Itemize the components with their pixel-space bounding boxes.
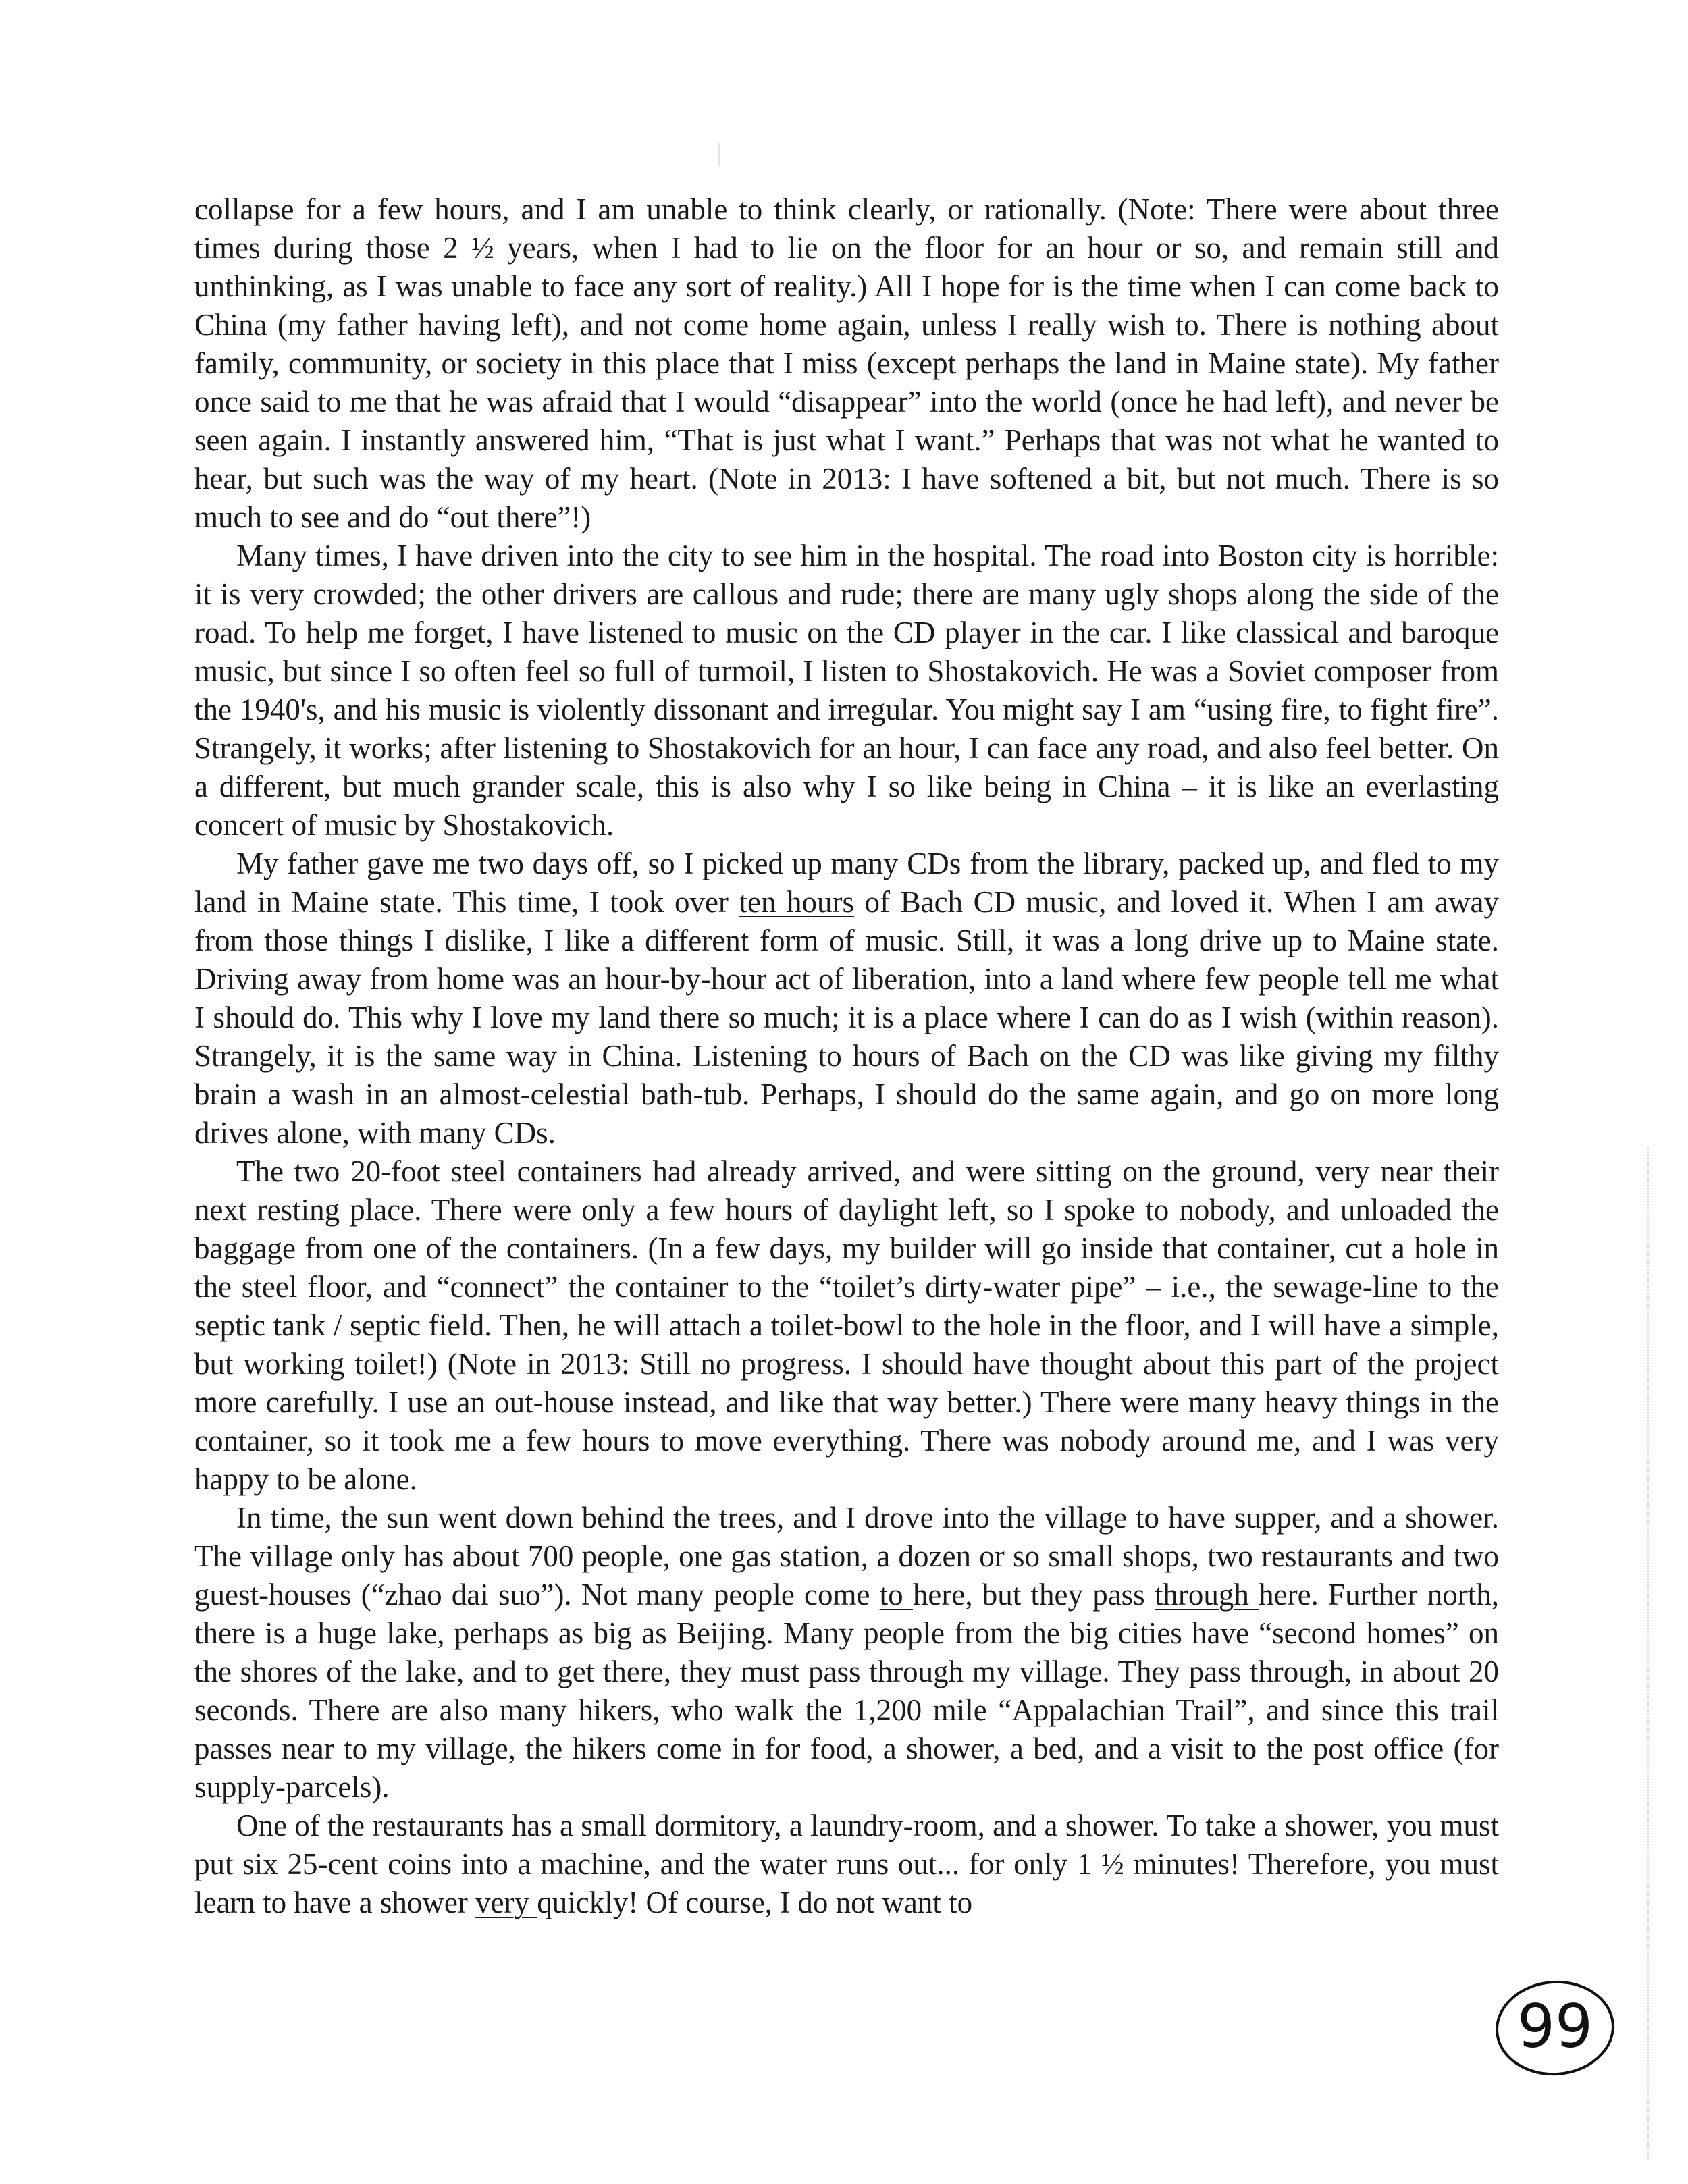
underlined-text: to xyxy=(879,1578,913,1612)
paragraph xyxy=(194,537,1499,845)
scan-edge-artifact xyxy=(1647,1148,1650,2160)
text-run: Many times, I have driven into the city to see him in the hospital. The road into Boston city is horrible: it is very crowded; the other drivers are callous and rude; there are many ugly shops along the side of the road. To help me forget, I have listened to music on the CD player in the car. I like classical and baroque music, but since I so often feel so full of turmoil, I listen to Shostakovich. He was a Soviet composer from the 1940's, and his music is violently dissonant and irregular. You might say I am “using fire, to fight fire”. Strangely, it works; after listening to Shostakovich for an hour, I can face any road, and also feel better. On a different, but much grander scale, this is also why I so like being in China – it is like an everlasting concert of music by Shostakovich. xyxy=(194,539,1499,842)
text-run: My father gave me two days off, so I picked up many CDs from the library, packed up, and fled to my land in Maine state. This time, I took over xyxy=(194,847,1499,919)
paragraph xyxy=(194,1807,1499,1922)
text-run: One of the restaurants has a small dormitory, a laundry-room, and a shower. To take a shower, you must put six 25-cent coins into a machine, and the water runs out... for only 1 ½ minutes! Therefore, you must learn to have a shower xyxy=(194,1809,1499,1919)
text-run: here. Further north, there is a huge lake, perhaps as big as Beijing. Many people from the big cities have “second homes” on the shores of the lake, and to get there, they must pass through my village. They pass through, in about 20 seconds. There are also many hikers, who walk the 1,200 mile “Appalachian Trail”, and since this trail passes near to my village, the hikers come in for food, a shower, a bed, and a visit to the post office (for supply-parcels). xyxy=(194,1578,1499,1804)
paragraph xyxy=(194,1152,1499,1499)
underlined-text: very xyxy=(475,1886,537,1919)
text-run: collapse for a few hours, and I am unable to think clearly, or rationally. (Note: There were about three times during those 2 ½ years, when I had to lie on the floor for an hour or so, and remain still and unthinking, as I was unable to face any sort of reality.) All I hope for is the time when I can come back to China (my father having left), and not come home again, unless I really wish to. There is nothing about family, community, or society in this place that I miss (except perhaps the land in Maine state). My father once said to me that he was afraid that I would “disappear” into the world (once he had left), and never be seen again. I instantly answered him, “That is just what I want.” Perhaps that was not what he wanted to hear, but such was the way of my heart. (Note in 2013: I have softened a bit, but not much. There is so much to see and do “out there”!) xyxy=(194,192,1499,534)
handwritten-page-number-circle xyxy=(1492,1977,1618,2079)
underlined-text: through xyxy=(1154,1578,1259,1612)
paragraph xyxy=(194,1499,1499,1807)
text-run: The two 20-foot steel containers had already arrived, and were sitting on the ground, very near their next resting place. There were only a few hours of daylight left, so I spoke to nobody, and unloaded the baggage from one of the containers. (In a few days, my builder will go inside that container, cut a hole in the steel floor, and “connect” the container to the “toilet’s dirty-water pipe” – i.e., the sewage-line to the septic tank / septic field. Then, he will attach a toilet-bowl to the hole in the floor, and I will have a simple, but working toilet!) (Note in 2013: Still no progress. I should have thought about this part of the project more carefully. I use an out-house instead, and like that way better.) There were many heavy things in the container, so it took me a few hours to move everything. There was nobody around me, and I was very happy to be alone. xyxy=(194,1154,1499,1496)
text-run: quickly! Of course, I do not want to xyxy=(537,1886,973,1919)
paragraph xyxy=(194,190,1499,537)
body-text xyxy=(194,190,1499,1922)
page-number: 99 xyxy=(1517,1992,1593,2061)
text-run: In time, the sun went down behind the trees, and I drove into the village to have supper, and a shower. The village only has about 700 people, one gas station, a dozen or so small shops, two restaurants and two guest-houses (“zhao dai suo”). Not many people come xyxy=(194,1501,1499,1612)
text-run: here, but they pass xyxy=(912,1578,1155,1612)
text-run: of Bach CD music, and loved it. When I am away from those things I dislike, I like a different form of music. Still, it was a long drive up to Maine state. Driving away from home was an hour-by-hour act of liberation, into a land where few people tell me what I should do. This why I love my land there so much; it is a place where I can do as I wish (within reason). Strangely, it is the same way in China. Listening to hours of Bach on the CD was like giving my filthy brain a wash in an almost-celestial bath-tub. Perhaps, I should do the same again, and go on more long drives alone, with many CDs. xyxy=(194,885,1499,1150)
paragraph xyxy=(194,845,1499,1152)
scan-artifact xyxy=(718,143,720,166)
underlined-text: ten hours xyxy=(739,885,854,919)
